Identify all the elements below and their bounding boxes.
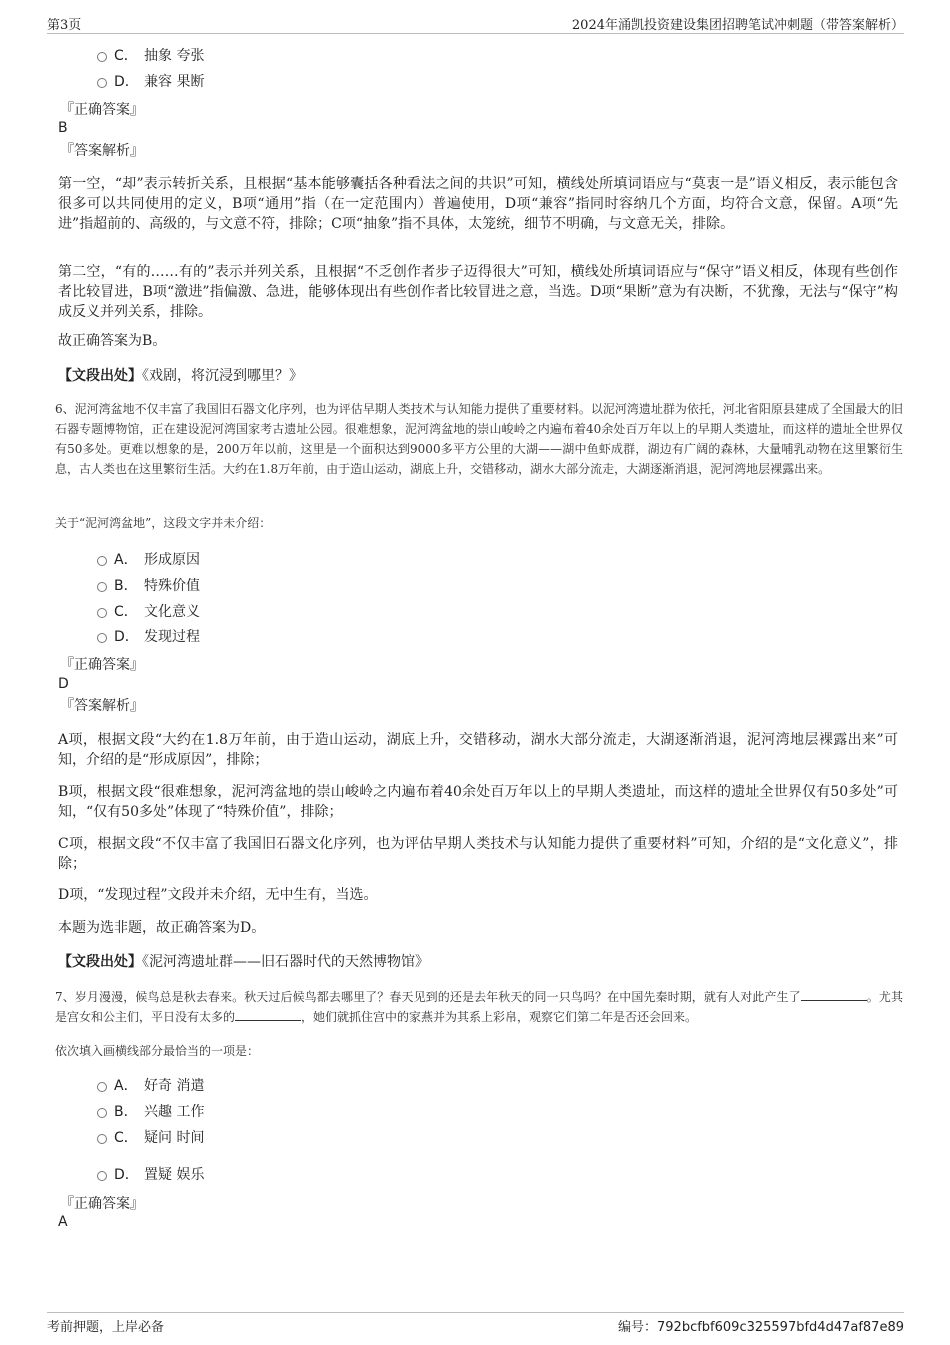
- radio-icon[interactable]: [97, 52, 107, 62]
- q7-stem: 7、岁月漫漫，候鸟总是秋去春来。秋天过后候鸟都去哪里了？春天见到的还是去年秋天的同一只鸟吗？在中国先秦时期，就有人对此产生了 。尤其是宫女和公主们，平日没有太多的 ，她们就抓住宫中的家燕并为其系上彩帛，观察它们第二年是否还会回来。: [55, 990, 903, 1024]
- q6-answer: D: [58, 676, 69, 692]
- radio-icon[interactable]: [97, 78, 107, 88]
- q6-analysis-paragraph: D项，“发现过程”文段并未介绍，无中生有，当选。: [58, 887, 378, 903]
- radio-icon[interactable]: [97, 1171, 107, 1181]
- q6-question: 关于“泥河湾盆地”，这段文字并未介绍：: [55, 516, 272, 530]
- q7-answer: A: [58, 1214, 68, 1230]
- footer-code: 编号：792bcfbf609c325597bfd4d47af87e89: [618, 1320, 904, 1335]
- q5-option-c[interactable]: C． 抽象 夸张: [97, 46, 204, 66]
- q5-source: [58, 366, 303, 386]
- q6-analysis-paragraph: C项，根据文段“不仅丰富了我国旧石器文化序列，也为评估早期人类技术与认知能力提供了重要材料”可知，介绍的是“文化意义”，排除；: [58, 836, 898, 872]
- source-label: 【文段出处】: [58, 368, 142, 384]
- q6-conclusion: 本题为选非题，故正确答案为D。: [58, 920, 266, 936]
- q7-option-d[interactable]: D． 置疑 娱乐: [97, 1165, 204, 1185]
- q5-analysis-label: 『答案解析』: [60, 143, 144, 159]
- q6-option-a[interactable]: A． 形成原因: [97, 550, 200, 570]
- source-label: 【文段出处】: [58, 954, 142, 970]
- q7-option-a[interactable]: A． 好奇 消遣: [97, 1076, 204, 1096]
- radio-icon[interactable]: [97, 608, 107, 618]
- q5-answer: B: [58, 120, 68, 136]
- q7-question: 依次填入画横线部分最恰当的一项是：: [55, 1044, 260, 1058]
- q6-option-c[interactable]: C． 文化意义: [97, 602, 200, 622]
- source-title: 《戏剧，将沉浸到哪里？》: [142, 368, 303, 384]
- q6-option-d[interactable]: D． 发现过程: [97, 627, 200, 647]
- page-footer: [47, 1312, 904, 1335]
- document-title: 2024年涌凯投资建设集团招聘笔试冲刺题（带答案解析）: [571, 18, 904, 33]
- q6-source: [58, 952, 429, 972]
- q7-answer-label: 『正确答案』: [60, 1196, 144, 1212]
- q7-option-b[interactable]: B． 兴趣 工作: [97, 1102, 204, 1122]
- q6-analysis-label: 『答案解析』: [60, 698, 144, 714]
- radio-icon[interactable]: [97, 1082, 107, 1092]
- q6-stem: 6、泥河湾盆地不仅丰富了我国旧石器文化序列，也为评估早期人类技术与认知能力提供了重要材料。以泥河湾遗址群为依托，河北省阳原县建成了全国最大的旧石器专题博物馆，正在建设泥河湾国家考古遗址公园。很难想象，泥河湾盆地的崇山峻岭之内遍布着40余处百万年以上的早期人类遗址，而这样的遗址全世界仅有50多处。更难以想象的是，200万年以前，这里是一个面积达到9000多平方公里的大湖——湖中鱼虾成群，湖边有广阔的森林，大量哺乳动物在这里繁衍生息，古人类也在这里繁衍生活。大约在1.8万年前，由于造山运动，湖底上升，交错移动，湖水大部分流走，大湖逐渐消退，泥河湾地层裸露出来。: [55, 402, 903, 476]
- q5-analysis-paragraph: 第二空，“有的……有的”表示并列关系，且根据“不乏创作者步子迈得很大”可知，横线处所填词语应与“保守”语义相反，体现有些创作者比较冒进，B项“激进”指偏激、急进，能够体现出有些创作者比较冒进之意，当选。D项“果断”意为有决断，不犹豫，无法与“保守”构成反义并列关系，排除。: [58, 264, 898, 320]
- page-number: 第3页: [47, 18, 82, 33]
- blank-line: [235, 1008, 301, 1021]
- radio-icon[interactable]: [97, 1108, 107, 1118]
- q5-analysis-paragraph: 第一空，“却”表示转折关系，且根据“基本能够囊括各种看法之间的共识”可知，横线处所填词语应与“莫衷一是”语义相反，表示能包含很多可以共同使用的定义，B项“通用”指（在一定范围内）普遍使用，D项“兼容”指同时容纳几个方面，均符合文意，保留。A项“先进”指超前的、高级的，与文意不符，排除；C项“抽象”指不具体，太笼统，细节不明确，与文意无关，排除。: [58, 176, 898, 232]
- q6-answer-label: 『正确答案』: [60, 657, 144, 673]
- q5-conclusion: 故正确答案为B。: [58, 333, 167, 349]
- q6-option-b[interactable]: B． 特殊价值: [97, 576, 200, 596]
- footer-slogan: 考前押题，上岸必备: [47, 1320, 165, 1335]
- q5-answer-label: 『正确答案』: [60, 102, 144, 118]
- q5-option-d[interactable]: D． 兼容 果断: [97, 72, 204, 92]
- radio-icon[interactable]: [97, 556, 107, 566]
- radio-icon[interactable]: [97, 1134, 107, 1144]
- q6-analysis-paragraph: A项，根据文段“大约在1.8万年前，由于造山运动，湖底上升，交错移动，湖水大部分流走，大湖逐渐消退，泥河湾地层裸露出来”可知，介绍的是“形成原因”，排除；: [58, 732, 898, 768]
- q7-option-c[interactable]: C． 疑问 时间: [97, 1128, 204, 1148]
- source-title: 《泥河湾遗址群——旧石器时代的天然博物馆》: [142, 954, 429, 970]
- q6-analysis-paragraph: B项，根据文段“很难想象，泥河湾盆地的崇山峻岭之内遍布着40余处百万年以上的早期人类遗址，而这样的遗址全世界仅有50多处”可知，“仅有50多处”体现了“特殊价值”，排除；: [58, 784, 898, 820]
- radio-icon[interactable]: [97, 582, 107, 592]
- page-header: [47, 13, 904, 34]
- blank-line: [801, 988, 867, 1001]
- radio-icon[interactable]: [97, 633, 107, 643]
